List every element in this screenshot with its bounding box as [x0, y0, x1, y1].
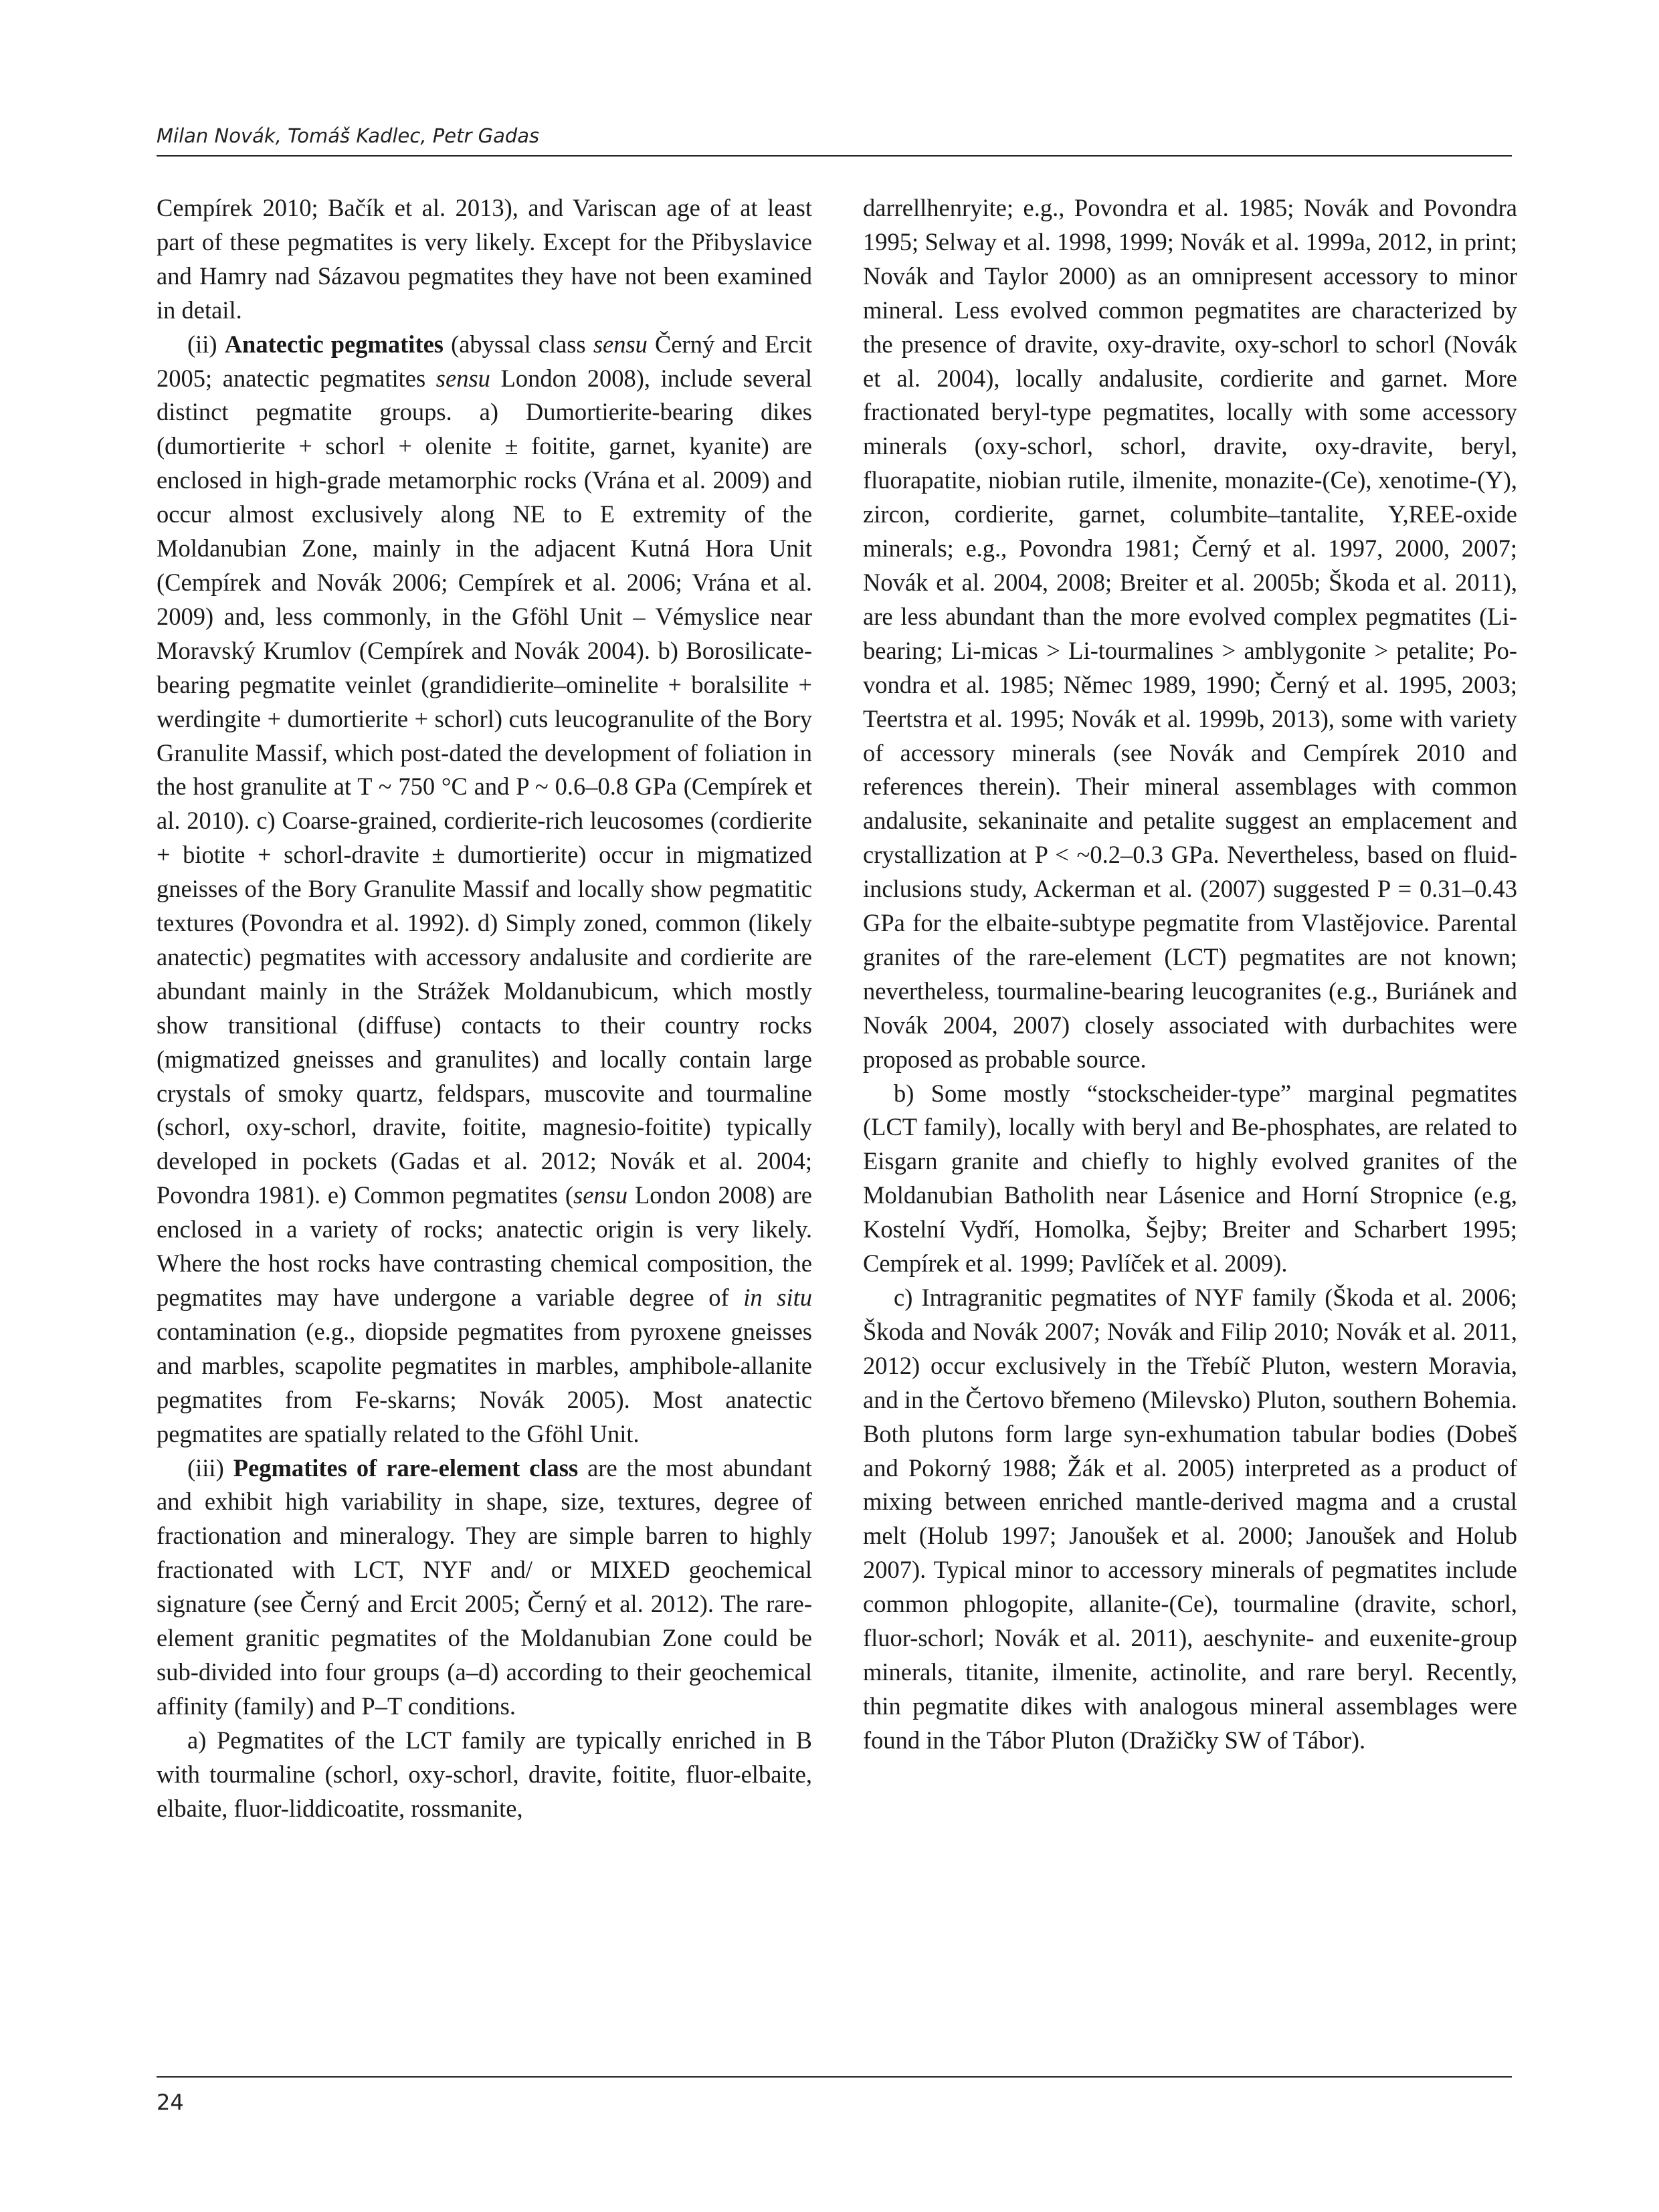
heading-anatectic-pegmatites: Anatectic pegmatites	[224, 330, 444, 358]
right-paragraph-1: darrellhenryite; e.g., Povondra et al. 1985; Novák and Povondra 1995; Selway et al. 1998, 1999; Novák et al. 1999a, 2012, in print; Novák and Taylor 2000) as an omnipresent accessory to minor mineral. Less evolved common pegmatites are characterized by the presence of dravite, oxy-dravite, oxy-schorl to schorl (Novák et al. 2004), locally andalusite, cordierite and garnet. More fractionated beryl-type pegmatites, locally with some accessory minerals (oxy-schorl, schorl, dravite, oxy-dravite, beryl, fluorapatite, niobian rutile, ilmenite, monazite-(Ce), xenotime-(Y), zircon, cordierite, garnet, columbite–tantalite, Y,REE-oxide minerals; e.g., Povondra 1981; Černý et al. 1997, 2000, 2007; Novák et al. 2004, 2008; Breiter et al. 2005b; Škoda et al. 2011), are less abundant than the more evolved complex pegmatites (Li-bearing; Li-micas > Li-tourmalines > amblygonite > petalite; Povondra et al. 1985; Němec 1989, 1990; Černý et al. 1995, 2003; Teertstra et al. 1995; Novák et al. 1999b, 2013), some with variety of accessory minerals (see Novák and Cempírek 2010 and references therein). Their mineral assemblages with common andalusite, sekaninaite and petalite suggest an emplacement and crystallization at P < ~0.2–0.3 GPa. Nevertheless, based on fluid-inclusions study, Ackerman et al. (2007) suggested P = 0.31–0.43 GPa for the elbaite-subtype pegmatite from Vlastějovice. Parental granites of the rare-element (LCT) pegmatites are not known; nevertheless, tourmaline-bearing leucogranites (e.g., Buriánek and Novák 2004, 2007) closely associated with durbachites were proposed as probable source.	[863, 194, 1517, 1073]
left-paragraph-rare-element: (iii) Pegmatites of rare-element class are the most abundant and exhibit high variability in shape, size, textures, degree of fractionation and mineralogy. They are simple barren to highly fractionated with LCT, NYF and/ or MIXED geochemical signature (see Černý and Ercit 2005; Černý et al. 2012). The rare-element granitic pegmatites of the Moldanubian Zone could be sub-divided into four groups (a–d) according to their geochemical affinity (family) and P–T conditions.	[157, 1453, 813, 1720]
right-column	[863, 191, 1517, 1758]
right-paragraph-c: c) Intragranitic pegmatites of NYF family (Škoda et al. 2006; Škoda and Novák 2007; Novák and Filip 2010; Novák et al. 2011, 2012) occur exclusively in the Třebíč Pluton, western Moravia, and in the Čertovo břemeno (Milevsko) Pluton, southern Bohemia. Both plutons form large syn-exhumation tabular bodies (Dobeš and Pokorný 1988; Žák et al. 2005) interpreted as a product of mixing between enriched mantle-derived magma and a crustal melt (Holub 1997; Janoušek et al. 2000; Janoušek and Holub 2007). Typical minor to accessory minerals of pegmatites include common phlogopite, allanite-(Ce), tourmaline (dravite, schorl, fluor-schorl; Novák et al. 2011), aeschynite- and euxenite-group minerals, titanite, ilmenite, actinolite, and rare beryl. Recently, thin pegmatite dikes with analogous mineral assemblages were found in the Tábor Pluton (Dražičky SW of Tábor).	[863, 1284, 1517, 1754]
footer-rule	[157, 2076, 1512, 2078]
running-header: Milan Novák, Tomáš Kadlec, Petr Gadas	[157, 124, 540, 147]
left-paragraph-lct: a) Pegmatites of the LCT family are typically enriched in B with tourmaline (schorl, oxy-schorl, dravite, foitite, fluor-elbaite, elbaite, fluor-liddicoatite, rossmanite,	[157, 1726, 812, 1822]
right-paragraph-b: b) Some mostly “stockscheider-type” marginal pegmatites (LCT family), locally with beryl and Be-phosphates, are related to Eisgarn granite and chiefly to highly evolved granites of the Moldanubian Batholith near Lásenice and Horní Stropnice (e.g, Kostelní Vydří, Homolka, Šejby; Breiter and Scharbert 1995; Cempírek et al. 1999; Pavlíček et al. 2009).	[863, 1079, 1517, 1278]
left-paragraph-anatectic: (ii) Anatectic pegmatites (abyssal class sensu Černý and Ercit 2005; anatectic pegmatites sensu London 2008), include several distinct pegmatite groups. a) Dumortierite-bearing dikes (dumortierite + schorl + olenite ± foitite, garnet, kyanite) are enclosed in high-grade metamorphic rocks (Vrána et al. 2009) and occur almost exclusively along NE to E extremity of the Moldanubian Zone, mainly in the adjacent Kutná Hora Unit (Cempírek and Novák 2006; Cempírek et al. 2006; Vrána et al. 2009) and, less commonly, in the Gföhl Unit – Vémyslice near Moravský Krumlov (Cempírek and Novák 2004). b) Borosilicate-bearing pegmatite veinlet (grandidierite–ominelite + boralsilite + werdingite + dumortierite + schorl) cuts leucogranulite of the Bory Granulite Massif, which post-dated the development of foliation in the host granulite at T ~ 750 °C and P ~ 0.6–0.8 GPa (Cempírek et al. 2010). c) Coarse-grained, cordierite-rich leucosomes (cordierite + biotite + schorl-dravite ± dumortierite) occur in migmatized gneisses of the Bory Granulite Massif and locally show pegmatitic textures (Povondra et al. 1992). d) Simply zoned, common (likely anatectic) pegmatites with accessory andalusite and cordierite are abundant mainly in the Strážek Moldanubicum, which mostly show transitional (diffuse) contacts to their country rocks (migmatized gneisses and granulites) and locally contain large crystals of smoky quartz, feldspars, muscovite and tourmaline (schorl, oxy-schorl, dravite, foitite, magnesio-foitite) typically developed in pockets (Gadas et al. 2012; Novák et al. 2004; Povondra 1981). e) Common pegmatites (sensu London 2008) are enclosed in a variety of rocks; anatectic origin is very likely. Where the host rocks have contrasting chemical composition, the pegmatites may have undergone a variable degree of in situ contamination (e.g., diopside pegmatites from pyroxene gneisses and marbles, scapolite pegmatites in marbles, amphibole-allanite pegmatites from Fe-skarns; Novák 2005). Most anatectic pegmatites are spatially related to the Gföhl Unit.	[157, 330, 813, 1447]
left-column	[157, 191, 812, 1826]
page-number: 24	[157, 2090, 184, 2115]
header-rule	[157, 155, 1512, 157]
left-paragraph-1: Cempírek 2010; Bačík et al. 2013), and Variscan age of at least part of these pegmatites is very likely. Except for the Přibyslavice and Hamry nad Sázavou pegmatites they have not been examined in detail.	[157, 194, 812, 324]
heading-rare-element-class: Pegmatites of rare-element class	[233, 1453, 579, 1482]
